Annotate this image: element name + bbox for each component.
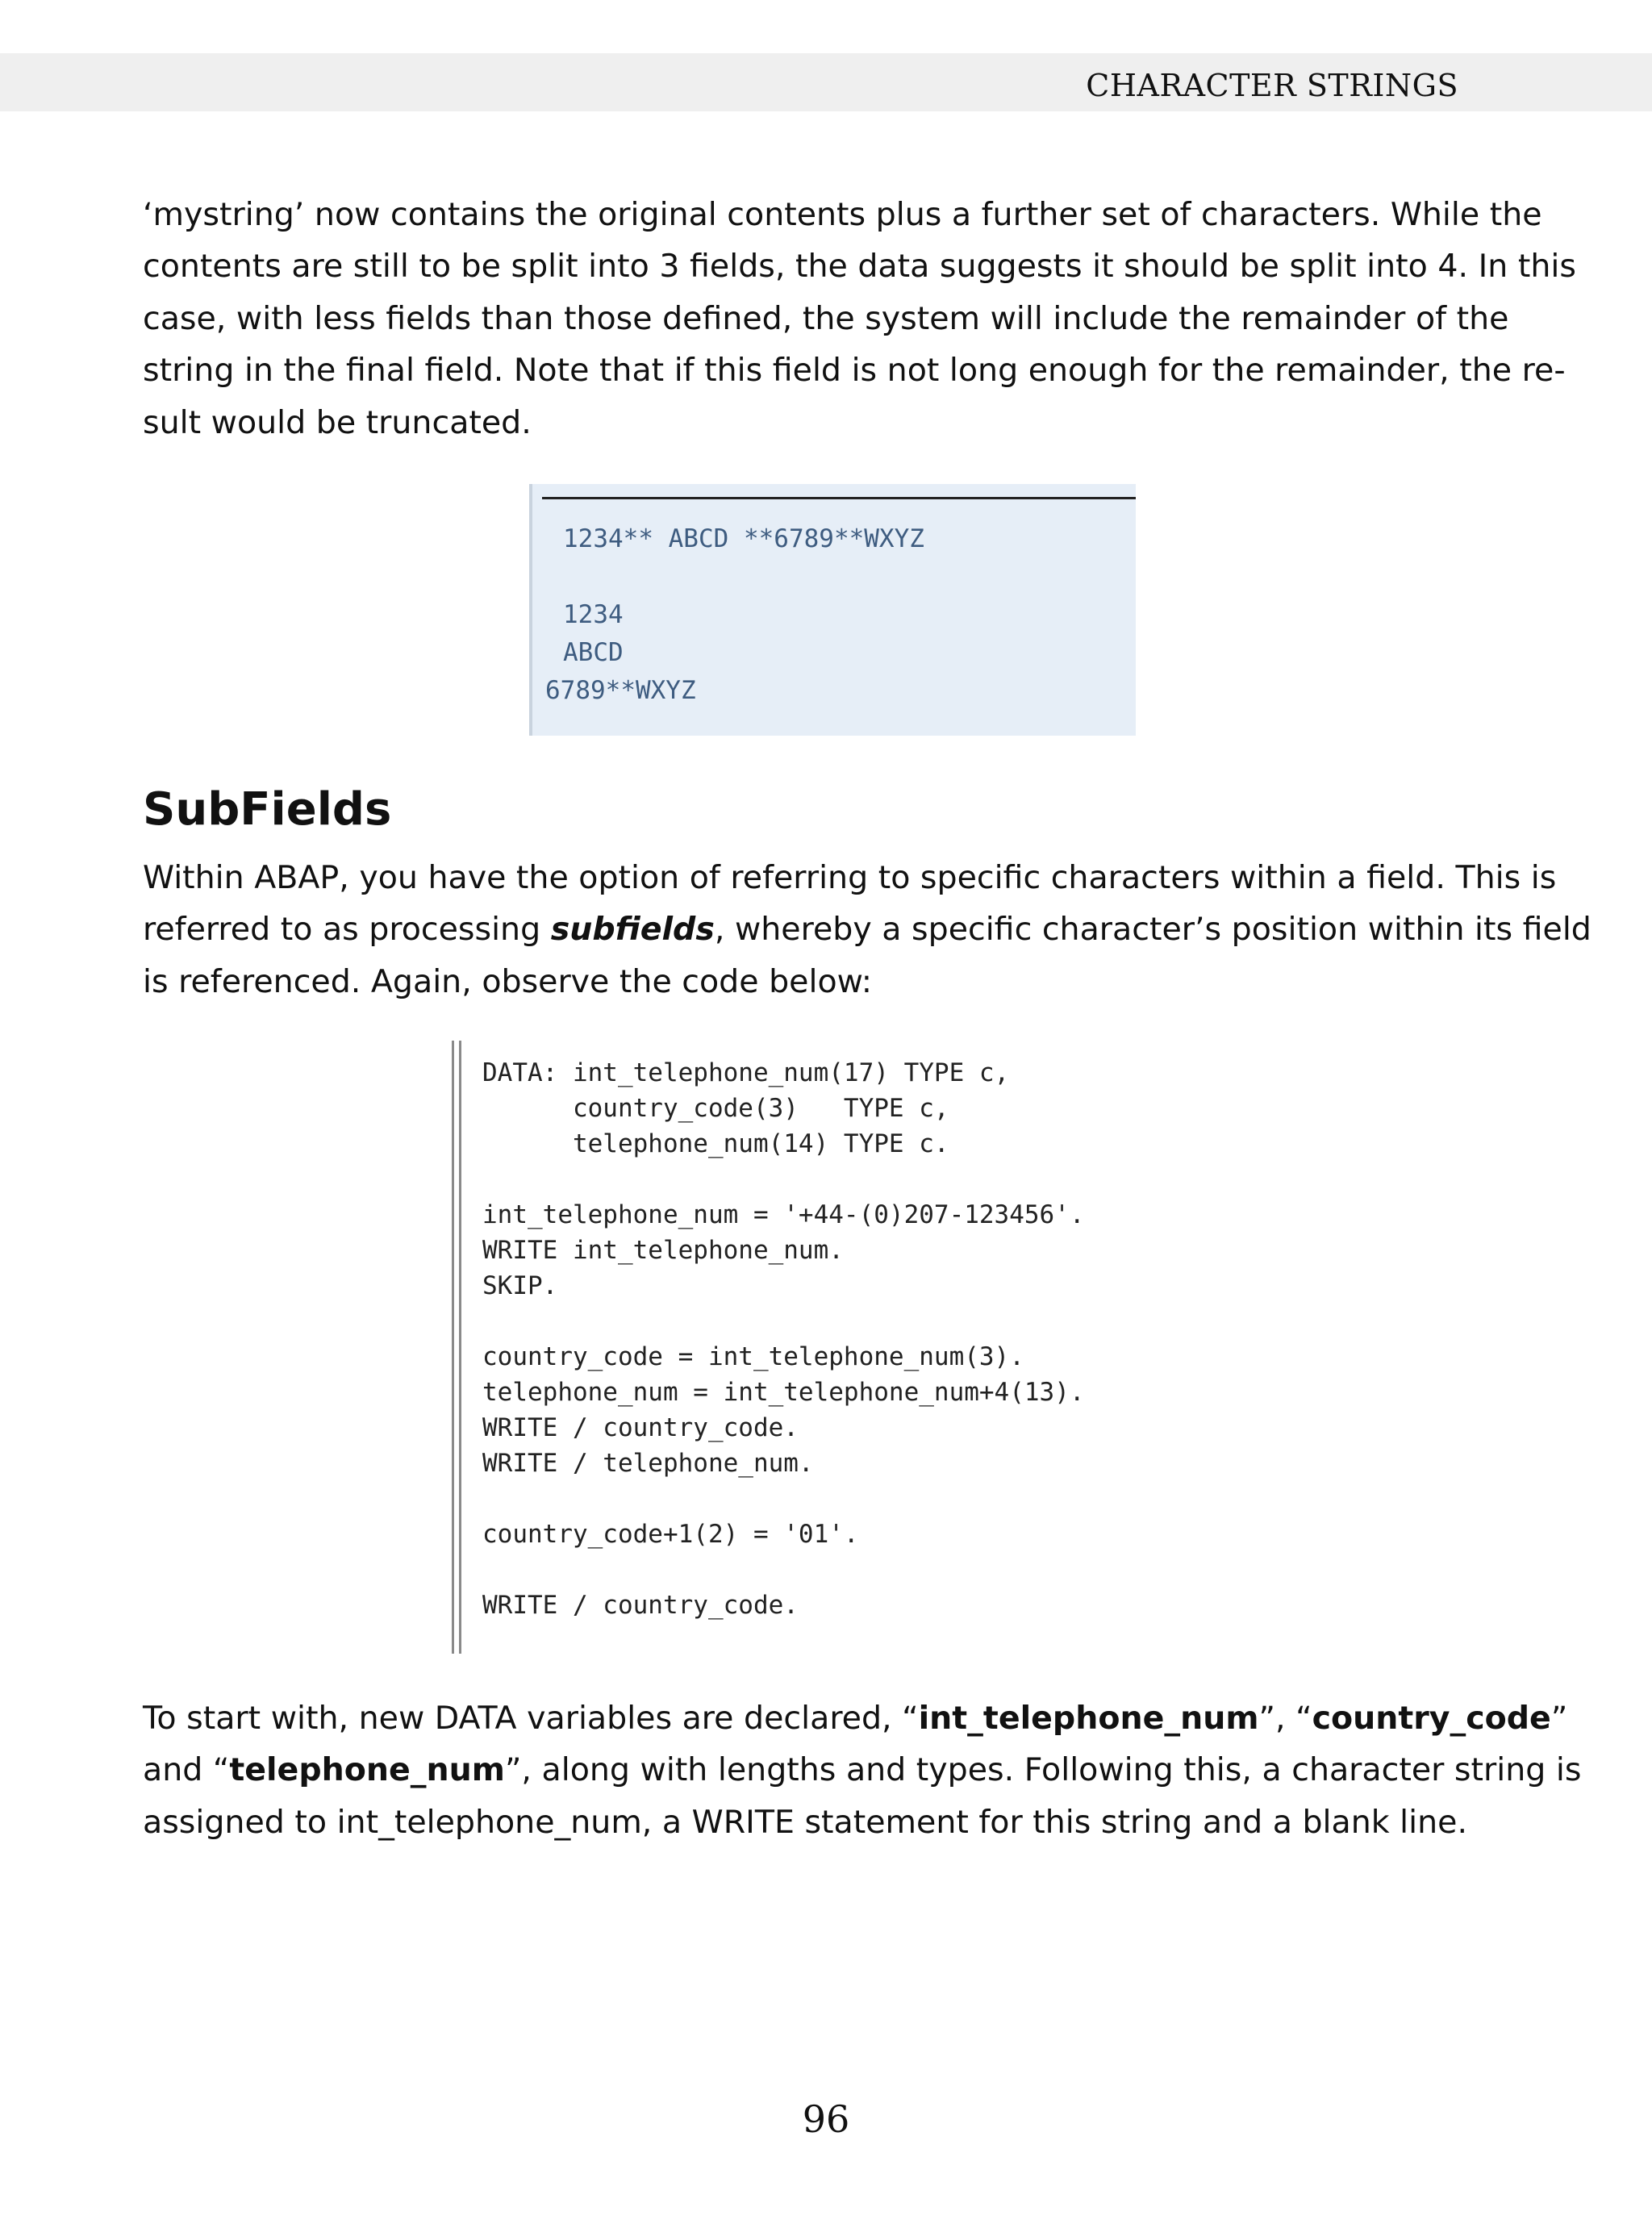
- code-line: WRITE int_telephone_num.: [482, 1236, 844, 1265]
- intro-line: contents are still to be split into 3 fields, the data suggests it should be split into 4. In this: [143, 248, 1576, 286]
- closing-paragraph: [143, 1692, 1582, 1848]
- text-run: ”, along with lengths and types. Following this, a character string is: [504, 1751, 1582, 1789]
- text-run: ”: [1550, 1700, 1568, 1737]
- subfields-paragraph: [143, 852, 1592, 1008]
- page-number: 96: [802, 2097, 850, 2141]
- text-run: ”, “: [1258, 1700, 1312, 1737]
- intro-line: string in the final field. Note that if this field is not long enough for the remainder, the re-: [143, 352, 1566, 390]
- code-line: WRITE / country_code.: [482, 1591, 799, 1620]
- section-heading: SubFields: [143, 783, 392, 836]
- intro-paragraph: [143, 189, 1576, 449]
- code-line: WRITE / country_code.: [482, 1413, 799, 1442]
- output-divider: [542, 497, 1136, 499]
- closing-line: [143, 1692, 1568, 1744]
- variable-name: int_telephone_num: [918, 1700, 1259, 1737]
- subfields-line: [143, 903, 1592, 955]
- running-header: [0, 53, 1652, 111]
- code-screenshot: [448, 1041, 1174, 1654]
- code-line: country_code(3) TYPE c,: [482, 1094, 949, 1123]
- intro-line: sult would be truncated.: [143, 403, 532, 441]
- output-screenshot: [529, 484, 1136, 736]
- code-line: telephone_num(14) TYPE c.: [482, 1129, 949, 1158]
- subfields-line: Within ABAP, you have the option of referring to specific characters within a field. This is: [143, 859, 1557, 896]
- text-run: and “: [143, 1751, 230, 1789]
- text-run: , whereby a specific character’s position within its field: [714, 911, 1592, 949]
- code-line: country_code+1(2) = '01'.: [482, 1520, 859, 1549]
- emphasis-term: subfields: [550, 911, 715, 949]
- output-line: 6789**WXYZ: [545, 676, 696, 705]
- code-line: DATA: int_telephone_num(17) TYPE c,: [482, 1058, 1010, 1087]
- intro-line: ‘mystring’ now contains the original contents plus a further set of characters. While the: [143, 196, 1542, 233]
- variable-name: country_code: [1312, 1700, 1551, 1737]
- subfields-line: is referenced. Again, observe the code below:: [143, 962, 873, 1000]
- code-line: telephone_num = int_telephone_num+4(13).: [482, 1378, 1085, 1407]
- output-line: 1234: [563, 600, 624, 629]
- code-line: int_telephone_num = '+44-(0)207-123456'.: [482, 1200, 1085, 1229]
- text-run: To start with, new DATA variables are declared, “: [143, 1700, 919, 1737]
- code-line: WRITE / telephone_num.: [482, 1449, 814, 1478]
- output-line: 1234** ABCD **6789**WXYZ: [563, 524, 924, 553]
- intro-line: case, with less fields than those defined, the system will include the remainder of the: [143, 299, 1509, 337]
- closing-line: assigned to int_telephone_num, a WRITE statement for this string and a blank line.: [143, 1803, 1468, 1841]
- editor-gutter-line: [452, 1041, 454, 1654]
- text-run: referred to as processing: [143, 911, 551, 949]
- editor-gutter-line: [459, 1041, 461, 1654]
- code-line: country_code = int_telephone_num(3).: [482, 1342, 1024, 1371]
- running-header-title: CHARACTER STRINGS: [1086, 68, 1458, 103]
- closing-line: [143, 1744, 1582, 1796]
- code-line: SKIP.: [482, 1271, 558, 1300]
- variable-name: telephone_num: [229, 1751, 505, 1789]
- output-line: ABCD: [563, 638, 624, 667]
